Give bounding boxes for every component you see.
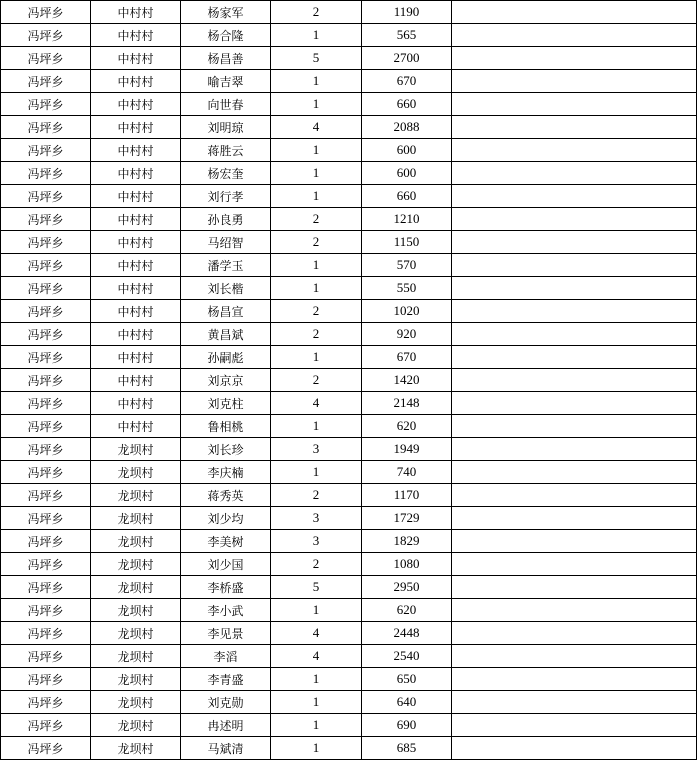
amount-cell: 565 <box>362 24 452 47</box>
township-cell: 冯坪乡 <box>1 47 91 70</box>
village-cell: 中村村 <box>91 254 181 277</box>
empty-cell <box>452 668 697 691</box>
empty-cell <box>452 1 697 24</box>
count-cell: 1 <box>271 415 362 438</box>
township-cell: 冯坪乡 <box>1 530 91 553</box>
empty-cell <box>452 323 697 346</box>
name-cell: 孙嗣彪 <box>181 346 271 369</box>
table-row <box>1 254 697 277</box>
empty-cell <box>452 507 697 530</box>
amount-cell: 740 <box>362 461 452 484</box>
table-row <box>1 70 697 93</box>
empty-cell <box>452 231 697 254</box>
name-cell: 刘行孝 <box>181 185 271 208</box>
township-cell: 冯坪乡 <box>1 737 91 760</box>
empty-cell <box>452 185 697 208</box>
township-cell: 冯坪乡 <box>1 139 91 162</box>
village-cell: 龙坝村 <box>91 484 181 507</box>
township-cell: 冯坪乡 <box>1 116 91 139</box>
amount-cell: 620 <box>362 599 452 622</box>
count-cell: 3 <box>271 530 362 553</box>
village-cell: 中村村 <box>91 392 181 415</box>
township-cell: 冯坪乡 <box>1 507 91 530</box>
name-cell: 刘少国 <box>181 553 271 576</box>
count-cell: 2 <box>271 1 362 24</box>
name-cell: 马绍智 <box>181 231 271 254</box>
count-cell: 4 <box>271 622 362 645</box>
empty-cell <box>452 530 697 553</box>
village-cell: 中村村 <box>91 47 181 70</box>
empty-cell <box>452 553 697 576</box>
table-body <box>1 1 697 760</box>
village-cell: 龙坝村 <box>91 553 181 576</box>
empty-cell <box>452 645 697 668</box>
amount-cell: 1190 <box>362 1 452 24</box>
empty-cell <box>452 300 697 323</box>
village-cell: 龙坝村 <box>91 737 181 760</box>
count-cell: 1 <box>271 737 362 760</box>
amount-cell: 670 <box>362 346 452 369</box>
table-row <box>1 369 697 392</box>
township-cell: 冯坪乡 <box>1 208 91 231</box>
table-row <box>1 139 697 162</box>
count-cell: 2 <box>271 369 362 392</box>
name-cell: 刘京京 <box>181 369 271 392</box>
table-row <box>1 24 697 47</box>
township-cell: 冯坪乡 <box>1 277 91 300</box>
count-cell: 1 <box>271 346 362 369</box>
empty-cell <box>452 438 697 461</box>
count-cell: 1 <box>271 599 362 622</box>
village-cell: 中村村 <box>91 162 181 185</box>
village-cell: 龙坝村 <box>91 576 181 599</box>
name-cell: 蒋秀英 <box>181 484 271 507</box>
table-row <box>1 576 697 599</box>
village-cell: 中村村 <box>91 323 181 346</box>
name-cell: 李庆楠 <box>181 461 271 484</box>
table-row <box>1 714 697 737</box>
amount-cell: 600 <box>362 139 452 162</box>
village-cell: 中村村 <box>91 300 181 323</box>
name-cell: 喻吉翠 <box>181 70 271 93</box>
count-cell: 2 <box>271 231 362 254</box>
village-cell: 中村村 <box>91 185 181 208</box>
amount-cell: 640 <box>362 691 452 714</box>
name-cell: 李美树 <box>181 530 271 553</box>
name-cell: 杨家军 <box>181 1 271 24</box>
amount-cell: 2148 <box>362 392 452 415</box>
count-cell: 3 <box>271 438 362 461</box>
name-cell: 刘长珍 <box>181 438 271 461</box>
amount-cell: 1150 <box>362 231 452 254</box>
township-cell: 冯坪乡 <box>1 70 91 93</box>
table-row <box>1 208 697 231</box>
name-cell: 孙良勇 <box>181 208 271 231</box>
township-cell: 冯坪乡 <box>1 461 91 484</box>
table-row <box>1 507 697 530</box>
count-cell: 1 <box>271 254 362 277</box>
table-row <box>1 484 697 507</box>
village-cell: 中村村 <box>91 139 181 162</box>
township-cell: 冯坪乡 <box>1 392 91 415</box>
township-cell: 冯坪乡 <box>1 576 91 599</box>
table-row <box>1 645 697 668</box>
amount-cell: 690 <box>362 714 452 737</box>
count-cell: 4 <box>271 645 362 668</box>
count-cell: 1 <box>271 24 362 47</box>
empty-cell <box>452 277 697 300</box>
township-cell: 冯坪乡 <box>1 323 91 346</box>
amount-cell: 1729 <box>362 507 452 530</box>
township-cell: 冯坪乡 <box>1 1 91 24</box>
count-cell: 1 <box>271 714 362 737</box>
amount-cell: 2700 <box>362 47 452 70</box>
table-row <box>1 116 697 139</box>
empty-cell <box>452 484 697 507</box>
table-row <box>1 93 697 116</box>
village-cell: 龙坝村 <box>91 461 181 484</box>
empty-cell <box>452 162 697 185</box>
empty-cell <box>452 737 697 760</box>
village-cell: 中村村 <box>91 231 181 254</box>
table-row <box>1 461 697 484</box>
amount-cell: 1020 <box>362 300 452 323</box>
table-row <box>1 346 697 369</box>
name-cell: 刘长楷 <box>181 277 271 300</box>
empty-cell <box>452 576 697 599</box>
table-row <box>1 47 697 70</box>
count-cell: 1 <box>271 139 362 162</box>
township-cell: 冯坪乡 <box>1 24 91 47</box>
table-row <box>1 530 697 553</box>
amount-cell: 620 <box>362 415 452 438</box>
amount-cell: 600 <box>362 162 452 185</box>
name-cell: 李桥盛 <box>181 576 271 599</box>
village-cell: 中村村 <box>91 208 181 231</box>
empty-cell <box>452 139 697 162</box>
village-cell: 龙坝村 <box>91 714 181 737</box>
table-row <box>1 162 697 185</box>
village-cell: 中村村 <box>91 346 181 369</box>
table-row <box>1 277 697 300</box>
name-cell: 李青盛 <box>181 668 271 691</box>
count-cell: 2 <box>271 553 362 576</box>
amount-cell: 1949 <box>362 438 452 461</box>
name-cell: 刘少均 <box>181 507 271 530</box>
amount-cell: 550 <box>362 277 452 300</box>
township-cell: 冯坪乡 <box>1 346 91 369</box>
count-cell: 1 <box>271 162 362 185</box>
township-cell: 冯坪乡 <box>1 691 91 714</box>
table-row <box>1 392 697 415</box>
township-cell: 冯坪乡 <box>1 415 91 438</box>
empty-cell <box>452 254 697 277</box>
empty-cell <box>452 93 697 116</box>
village-cell: 中村村 <box>91 277 181 300</box>
name-cell: 黄昌斌 <box>181 323 271 346</box>
name-cell: 李小武 <box>181 599 271 622</box>
amount-cell: 1210 <box>362 208 452 231</box>
empty-cell <box>452 208 697 231</box>
name-cell: 蒋胜云 <box>181 139 271 162</box>
count-cell: 1 <box>271 668 362 691</box>
township-cell: 冯坪乡 <box>1 714 91 737</box>
amount-cell: 1829 <box>362 530 452 553</box>
name-cell: 杨昌宣 <box>181 300 271 323</box>
amount-cell: 920 <box>362 323 452 346</box>
name-cell: 潘学玉 <box>181 254 271 277</box>
table-row <box>1 323 697 346</box>
count-cell: 1 <box>271 70 362 93</box>
village-cell: 龙坝村 <box>91 438 181 461</box>
village-cell: 龙坝村 <box>91 507 181 530</box>
amount-cell: 2088 <box>362 116 452 139</box>
village-cell: 中村村 <box>91 70 181 93</box>
village-cell: 中村村 <box>91 1 181 24</box>
name-cell: 杨宏奎 <box>181 162 271 185</box>
count-cell: 2 <box>271 323 362 346</box>
count-cell: 5 <box>271 47 362 70</box>
amount-cell: 2540 <box>362 645 452 668</box>
village-cell: 龙坝村 <box>91 645 181 668</box>
amount-cell: 650 <box>362 668 452 691</box>
count-cell: 4 <box>271 392 362 415</box>
village-cell: 龙坝村 <box>91 668 181 691</box>
table-row <box>1 553 697 576</box>
count-cell: 5 <box>271 576 362 599</box>
name-cell: 杨合隆 <box>181 24 271 47</box>
village-cell: 中村村 <box>91 24 181 47</box>
empty-cell <box>452 622 697 645</box>
township-cell: 冯坪乡 <box>1 300 91 323</box>
table-row <box>1 231 697 254</box>
amount-cell: 660 <box>362 93 452 116</box>
empty-cell <box>452 369 697 392</box>
count-cell: 1 <box>271 461 362 484</box>
empty-cell <box>452 461 697 484</box>
amount-cell: 2448 <box>362 622 452 645</box>
table-row <box>1 668 697 691</box>
table-row <box>1 185 697 208</box>
township-cell: 冯坪乡 <box>1 553 91 576</box>
table-row <box>1 691 697 714</box>
empty-cell <box>452 392 697 415</box>
name-cell: 冉述明 <box>181 714 271 737</box>
name-cell: 鲁相桃 <box>181 415 271 438</box>
name-cell: 向世春 <box>181 93 271 116</box>
empty-cell <box>452 415 697 438</box>
count-cell: 2 <box>271 208 362 231</box>
village-cell: 龙坝村 <box>91 691 181 714</box>
table-row <box>1 438 697 461</box>
amount-cell: 1080 <box>362 553 452 576</box>
empty-cell <box>452 714 697 737</box>
village-cell: 中村村 <box>91 369 181 392</box>
count-cell: 1 <box>271 185 362 208</box>
name-cell: 杨昌善 <box>181 47 271 70</box>
count-cell: 1 <box>271 93 362 116</box>
count-cell: 2 <box>271 300 362 323</box>
township-cell: 冯坪乡 <box>1 438 91 461</box>
township-cell: 冯坪乡 <box>1 231 91 254</box>
amount-cell: 1420 <box>362 369 452 392</box>
empty-cell <box>452 24 697 47</box>
table-row <box>1 415 697 438</box>
count-cell: 2 <box>271 484 362 507</box>
village-cell: 中村村 <box>91 93 181 116</box>
empty-cell <box>452 116 697 139</box>
village-cell: 中村村 <box>91 415 181 438</box>
name-cell: 刘明琼 <box>181 116 271 139</box>
count-cell: 4 <box>271 116 362 139</box>
table-row <box>1 737 697 760</box>
table-row <box>1 622 697 645</box>
name-cell: 刘克勋 <box>181 691 271 714</box>
village-cell: 龙坝村 <box>91 530 181 553</box>
amount-cell: 570 <box>362 254 452 277</box>
empty-cell <box>452 70 697 93</box>
amount-cell: 1170 <box>362 484 452 507</box>
name-cell: 李见景 <box>181 622 271 645</box>
township-cell: 冯坪乡 <box>1 254 91 277</box>
township-cell: 冯坪乡 <box>1 369 91 392</box>
township-cell: 冯坪乡 <box>1 484 91 507</box>
township-cell: 冯坪乡 <box>1 668 91 691</box>
village-cell: 龙坝村 <box>91 599 181 622</box>
village-cell: 龙坝村 <box>91 622 181 645</box>
amount-cell: 660 <box>362 185 452 208</box>
count-cell: 3 <box>271 507 362 530</box>
township-cell: 冯坪乡 <box>1 185 91 208</box>
name-cell: 马斌清 <box>181 737 271 760</box>
empty-cell <box>452 599 697 622</box>
table-row <box>1 1 697 24</box>
township-cell: 冯坪乡 <box>1 162 91 185</box>
count-cell: 1 <box>271 277 362 300</box>
village-cell: 中村村 <box>91 116 181 139</box>
empty-cell <box>452 691 697 714</box>
count-cell: 1 <box>271 691 362 714</box>
township-cell: 冯坪乡 <box>1 645 91 668</box>
table-row <box>1 599 697 622</box>
empty-cell <box>452 47 697 70</box>
township-cell: 冯坪乡 <box>1 599 91 622</box>
township-cell: 冯坪乡 <box>1 93 91 116</box>
township-cell: 冯坪乡 <box>1 622 91 645</box>
name-cell: 李滔 <box>181 645 271 668</box>
name-cell: 刘克柱 <box>181 392 271 415</box>
table-row <box>1 300 697 323</box>
amount-cell: 685 <box>362 737 452 760</box>
amount-cell: 2950 <box>362 576 452 599</box>
empty-cell <box>452 346 697 369</box>
amount-cell: 670 <box>362 70 452 93</box>
